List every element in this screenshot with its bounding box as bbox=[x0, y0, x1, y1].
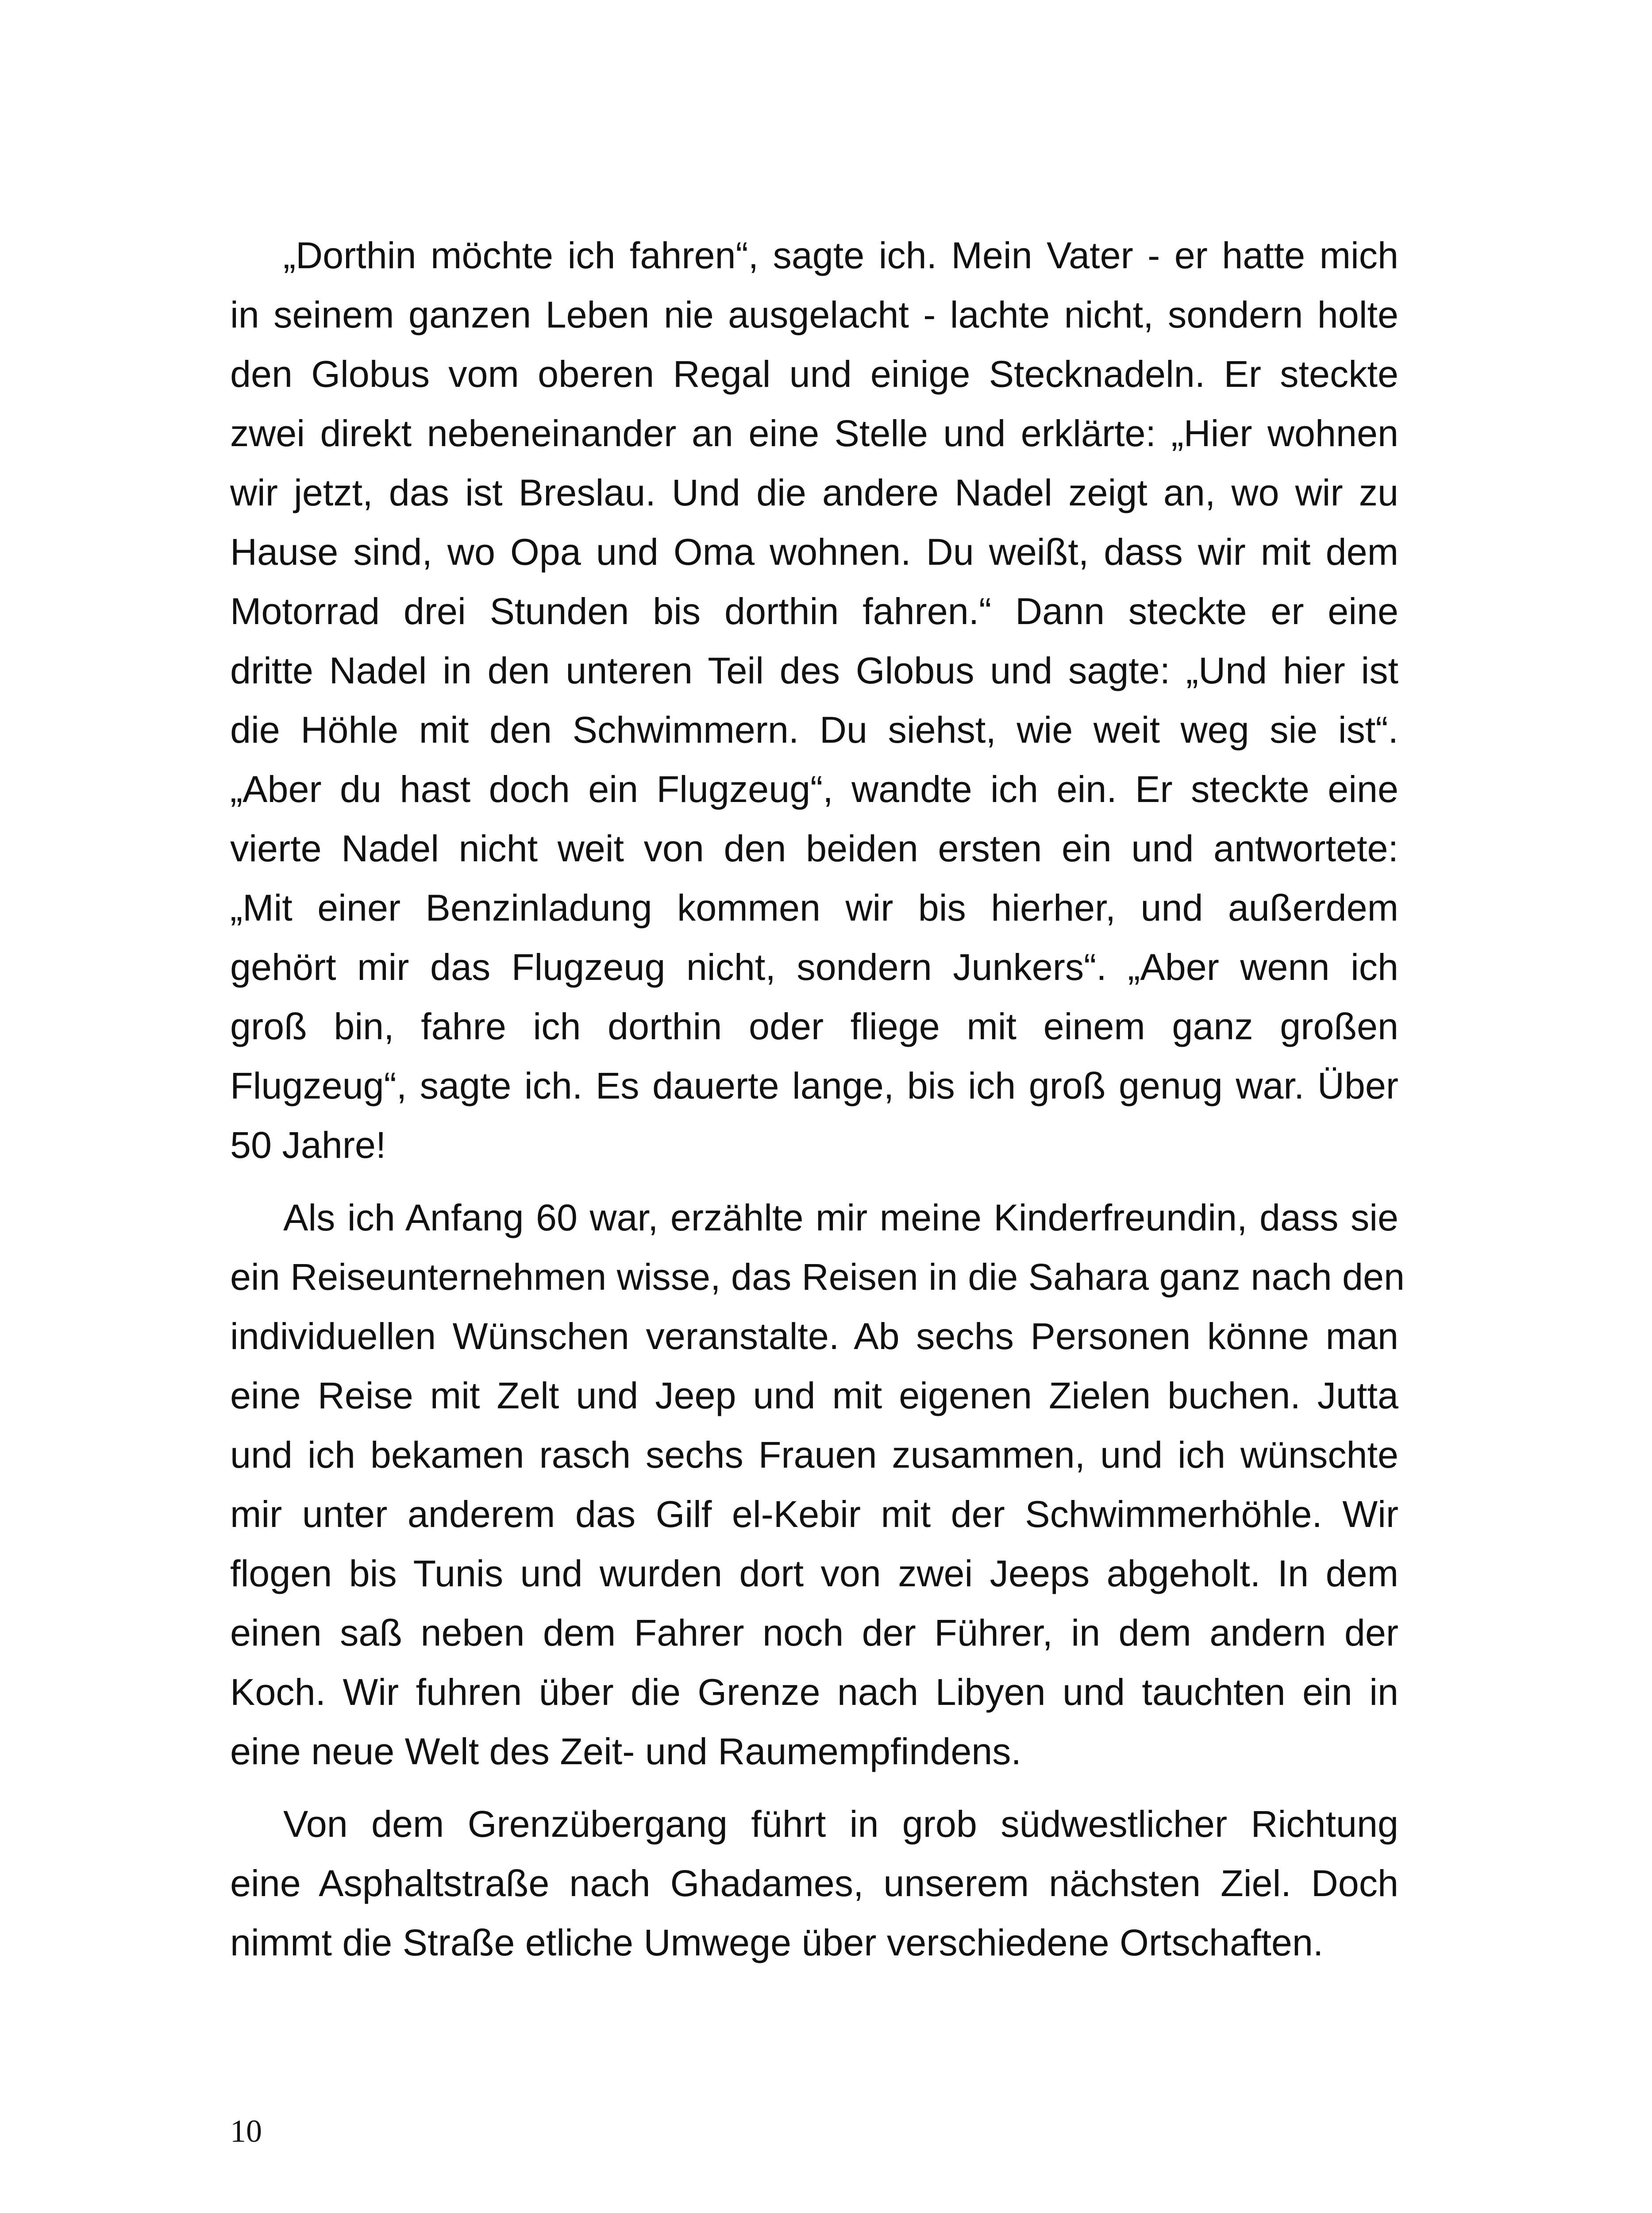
text-line: in seinem ganzen Leben nie ausgelacht - lachte nicht, sondern holte bbox=[230, 294, 1398, 335]
text-line: individuellen Wünschen veranstalte. Ab sechs Personen könne man bbox=[230, 1315, 1398, 1357]
text-line: flogen bis Tunis und wurden dort von zwei Jeeps abgeholt. In dem bbox=[230, 1553, 1398, 1594]
text-line: Motorrad drei Stunden bis dorthin fahren.“ Dann steckte er eine bbox=[230, 590, 1398, 632]
text-line: nimmt die Straße etliche Umwege über verschiedene Ortschaften. bbox=[230, 1922, 1324, 1963]
text-line: die Höhle mit den Schwimmern. Du siehst, wie weit weg sie ist“. bbox=[230, 709, 1398, 751]
paragraph bbox=[230, 1188, 1405, 1781]
body-text bbox=[230, 226, 1405, 1986]
text-line: ein Reiseunternehmen wisse, das Reisen in die Sahara ganz nach den bbox=[230, 1256, 1405, 1298]
text-line: Hause sind, wo Opa und Oma wohnen. Du weißt, dass wir mit dem bbox=[230, 531, 1398, 573]
text-line: Koch. Wir fuhren über die Grenze nach Libyen und tauchten ein in bbox=[230, 1671, 1398, 1713]
text-line: vierte Nadel nicht weit von den beiden ersten ein und antwortete: bbox=[230, 828, 1398, 869]
text-line: „Dorthin möchte ich fahren“, sagte ich. Mein Vater - er hatte mich bbox=[283, 235, 1398, 276]
text-line: Als ich Anfang 60 war, erzählte mir meine Kinderfreundin, dass sie bbox=[283, 1197, 1398, 1238]
text-line: „Mit einer Benzinladung kommen wir bis hierher, und außerdem bbox=[230, 887, 1398, 929]
text-line: wir jetzt, das ist Breslau. Und die andere Nadel zeigt an, wo wir zu bbox=[230, 472, 1398, 513]
paragraph bbox=[230, 226, 1398, 1175]
text-line: und ich bekamen rasch sechs Frauen zusammen, und ich wünschte bbox=[230, 1434, 1398, 1476]
text-line: einen saß neben dem Fahrer noch der Führer, in dem andern der bbox=[230, 1612, 1398, 1654]
text-line: eine Reise mit Zelt und Jeep und mit eigenen Zielen buchen. Jutta bbox=[230, 1375, 1398, 1416]
paragraph bbox=[230, 1794, 1398, 1972]
text-line: eine neue Welt des Zeit- und Raumempfindens. bbox=[230, 1731, 1022, 1772]
text-line: eine Asphaltstraße nach Ghadames, unserem nächsten Ziel. Doch bbox=[230, 1862, 1398, 1904]
text-line: „Aber du hast doch ein Flugzeug“, wandte ich ein. Er steckte eine bbox=[230, 768, 1398, 810]
text-line: mir unter anderem das Gilf el-Kebir mit der Schwimmerhöhle. Wir bbox=[230, 1493, 1398, 1535]
text-line: Flugzeug“, sagte ich. Es dauerte lange, bis ich groß genug war. Über bbox=[230, 1065, 1398, 1106]
text-line: den Globus vom oberen Regal und einige Stecknadeln. Er steckte bbox=[230, 353, 1398, 395]
text-line: Von dem Grenzübergang führt in grob südwestlicher Richtung bbox=[283, 1803, 1398, 1845]
page-number: 10 bbox=[230, 2113, 262, 2149]
text-line: zwei direkt nebeneinander an eine Stelle und erklärte: „Hier wohnen bbox=[230, 413, 1398, 454]
text-line: 50 Jahre! bbox=[230, 1124, 386, 1166]
text-line: dritte Nadel in den unteren Teil des Globus und sagte: „Und hier ist bbox=[230, 650, 1398, 691]
text-line: gehört mir das Flugzeug nicht, sondern Junkers“. „Aber wenn ich bbox=[230, 946, 1398, 988]
text-line: groß bin, fahre ich dorthin oder fliege mit einem ganz großen bbox=[230, 1006, 1398, 1047]
